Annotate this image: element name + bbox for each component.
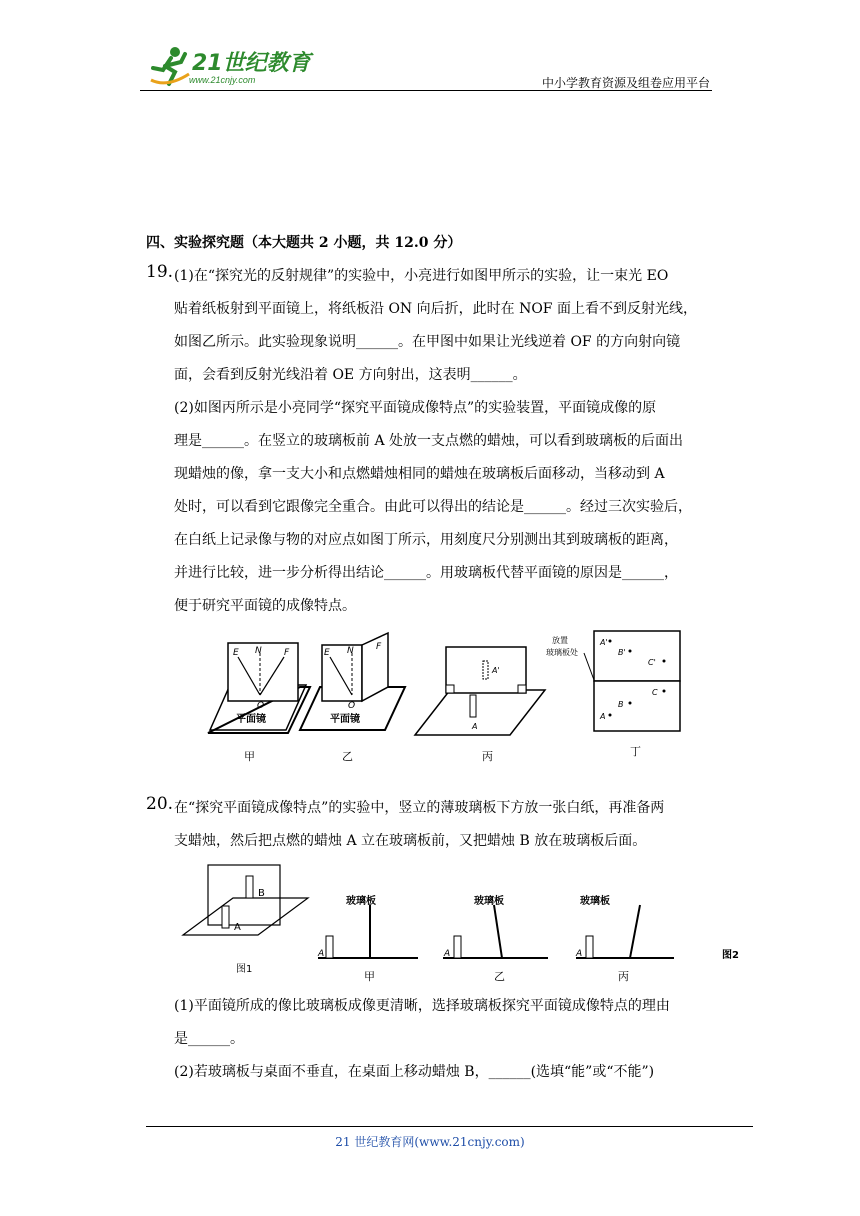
label-F: F	[376, 642, 382, 652]
logo-text: 21世纪教育	[192, 51, 311, 76]
runner-icon	[145, 44, 193, 88]
footer-text: 21 世纪教育网(www.21cnjy.com)	[335, 1135, 525, 1149]
platform-title: 中小学教育资源及组卷应用平台	[541, 76, 710, 90]
caption-20-yi: 乙	[494, 970, 505, 983]
label-B: B	[258, 888, 265, 899]
svg-text:A': A'	[600, 638, 608, 647]
svg-text:A: A	[600, 712, 606, 721]
site-logo	[145, 44, 315, 92]
q20-sub-line: 是______。	[174, 1031, 244, 1047]
svg-text:B: B	[618, 700, 624, 709]
caption-fig2: 图2	[722, 950, 739, 961]
q19-line: 便于研究平面镜的成像特点。	[174, 598, 356, 614]
q19-line: 处时，可以看到它跟像完全重合。由此可以得出的结论是______。经过三次实验后，	[174, 499, 692, 515]
section-title: 四、实验探究题（本大题共 2 小题，共 12.0 分）	[146, 235, 462, 251]
figure-bing	[415, 647, 545, 763]
figure-jia	[208, 643, 310, 763]
label-E: E	[233, 648, 239, 658]
mirror-label: 平面镜	[236, 714, 266, 725]
svg-text:A: A	[576, 949, 583, 959]
caption-fig1: 图1	[236, 964, 253, 975]
q20-figure	[178, 860, 758, 985]
q20-sub-line: (1)平面镜所成的像比玻璃板成像更清晰，选择玻璃板探究平面镜成像特点的理由	[174, 998, 670, 1014]
q19-line: 现蜡烛的像，拿一支大小和点燃蜡烛相同的蜡烛在玻璃板后面移动，当移动到 A	[174, 466, 665, 482]
caption-20-jia: 甲	[364, 970, 375, 983]
question-19-number: 19.	[146, 262, 174, 282]
label-O: O	[257, 701, 265, 711]
q19-line: 理是______。在竖立的玻璃板前 A 处放一支点燃的蜡烛，可以看到玻璃板的后面出	[174, 433, 684, 449]
header-divider	[140, 90, 712, 91]
q19-line: 贴着纸板射到平面镜上，将纸板沿 ON 向后折，此时在 NOF 面上看不到反射光线，	[174, 301, 697, 317]
caption-jia: 甲	[244, 750, 255, 763]
logo-url: www.21cnjy.com	[189, 75, 256, 85]
figure-yi	[300, 633, 405, 763]
figure-1	[183, 865, 308, 975]
q20-line: 支蜡烛，然后把点燃的蜡烛 A 立在玻璃板前，又把蜡烛 B 放在玻璃板后面。	[174, 833, 647, 849]
q19-figure	[200, 625, 690, 770]
svg-text:B': B'	[618, 648, 626, 657]
ding-note-1: 放置	[552, 636, 568, 645]
ding-note-2: 玻璃板处	[546, 648, 578, 657]
figure-ding	[546, 631, 680, 758]
caption-bing: 丙	[482, 750, 493, 763]
mirror-label: 平面镜	[330, 714, 360, 725]
figure-20-yi	[443, 894, 548, 983]
q19-line: 如图乙所示。此实验现象说明______。在甲图中如果让光线逆着 OF 的方向射向镜	[174, 334, 681, 350]
label-O: O	[348, 701, 356, 711]
label-glass: 玻璃板	[346, 896, 376, 907]
label-A: A	[234, 922, 241, 933]
label-E: E	[324, 648, 330, 658]
svg-text:C: C	[652, 688, 658, 697]
q20-sub-line: (2)若玻璃板与桌面不垂直，在桌面上移动蜡烛 B，______(选填“能”或“不能”)	[174, 1064, 655, 1080]
q19-line: 在白纸上记录像与物的对应点如图丁所示，用刻度尺分别测出其到玻璃板的距离，	[174, 532, 678, 548]
caption-yi: 乙	[342, 750, 353, 763]
q19-line: (1)在“探究光的反射规律”的实验中，小亮进行如图甲所示的实验，让一束光 EO	[174, 268, 669, 284]
svg-text:A: A	[318, 949, 325, 959]
q19-line: 面，会看到反射光线沿着 OE 方向射出，这表明______。	[174, 367, 527, 383]
q20-line: 在“探究平面镜成像特点”的实验中，竖立的薄玻璃板下方放一张白纸，再准备两	[174, 800, 665, 816]
question-20-text	[174, 792, 719, 858]
label-A: A	[472, 722, 478, 731]
footer-divider	[146, 1126, 753, 1127]
label-N: N	[347, 646, 354, 656]
question-19-text	[174, 260, 719, 623]
question-20-number: 20.	[146, 794, 174, 814]
svg-text:A: A	[444, 949, 451, 959]
label-glass: 玻璃板	[580, 896, 610, 907]
caption-20-bing: 丙	[618, 970, 629, 983]
svg-text:C': C'	[648, 658, 656, 667]
figure-20-jia	[317, 894, 418, 983]
label-glass: 玻璃板	[474, 896, 504, 907]
q19-line: 并进行比较，进一步分析得出结论______。用玻璃板代替平面镜的原因是______，	[174, 565, 678, 581]
question-20-subparts	[174, 990, 734, 1089]
figure-20-bing	[575, 894, 674, 983]
q19-line: (2)如图丙所示是小亮同学“探究平面镜成像特点”的实验装置，平面镜成像的原	[174, 400, 657, 416]
label-A-prime: A'	[492, 666, 500, 675]
label-F: F	[284, 648, 290, 658]
caption-ding: 丁	[630, 745, 641, 758]
label-N: N	[255, 646, 262, 656]
